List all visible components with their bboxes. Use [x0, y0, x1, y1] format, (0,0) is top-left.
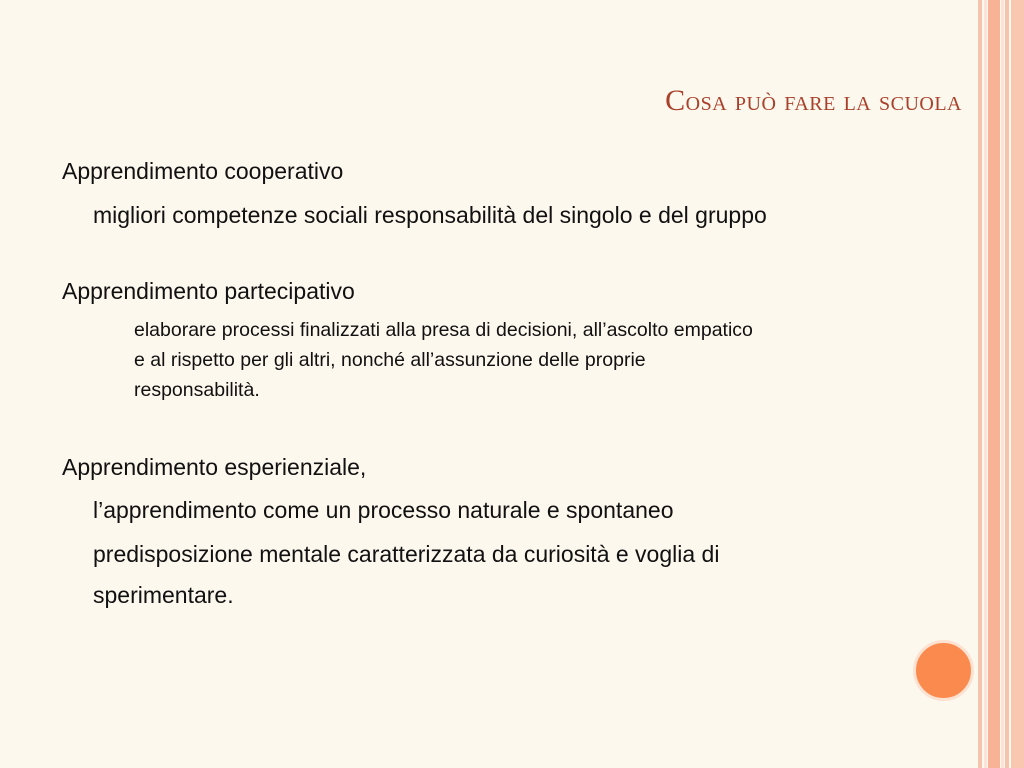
slide-title	[665, 84, 962, 118]
decorative-stripe	[988, 0, 1000, 768]
decorative-circle	[913, 640, 974, 701]
section-text-partecipativo-1: elaborare processi finalizzati alla presa di decisioni, all’ascolto empatico	[134, 319, 753, 341]
section-text-esperienziale-1: l’apprendimento come un processo naturale e spontaneo	[93, 497, 674, 523]
section-heading-partecipativo: Apprendimento partecipativo	[62, 278, 355, 304]
decorative-stripe	[1011, 0, 1024, 768]
section-heading-esperienziale: Apprendimento esperienziale,	[62, 454, 367, 480]
decorative-stripe	[978, 0, 982, 768]
section-text-esperienziale-3: sperimentare.	[93, 582, 234, 608]
decorative-stripe	[1001, 0, 1004, 768]
section-heading-cooperativo: Apprendimento cooperativo	[62, 158, 344, 184]
section-text-cooperativo: migliori competenze sociali responsabilità del singolo e del gruppo	[93, 202, 767, 228]
decorative-stripe	[984, 0, 987, 768]
decorative-stripe	[1005, 0, 1009, 768]
slide-title-rest: osa può fare la scuola	[685, 85, 962, 117]
slide-title-initial: C	[665, 84, 686, 117]
section-text-esperienziale-2: predisposizione mentale caratterizzata da curiosità e voglia di	[93, 541, 720, 567]
section-text-partecipativo-2: e al rispetto per gli altri, nonché all’assunzione delle proprie	[134, 349, 646, 371]
section-text-partecipativo-3: responsabilità.	[134, 379, 260, 401]
